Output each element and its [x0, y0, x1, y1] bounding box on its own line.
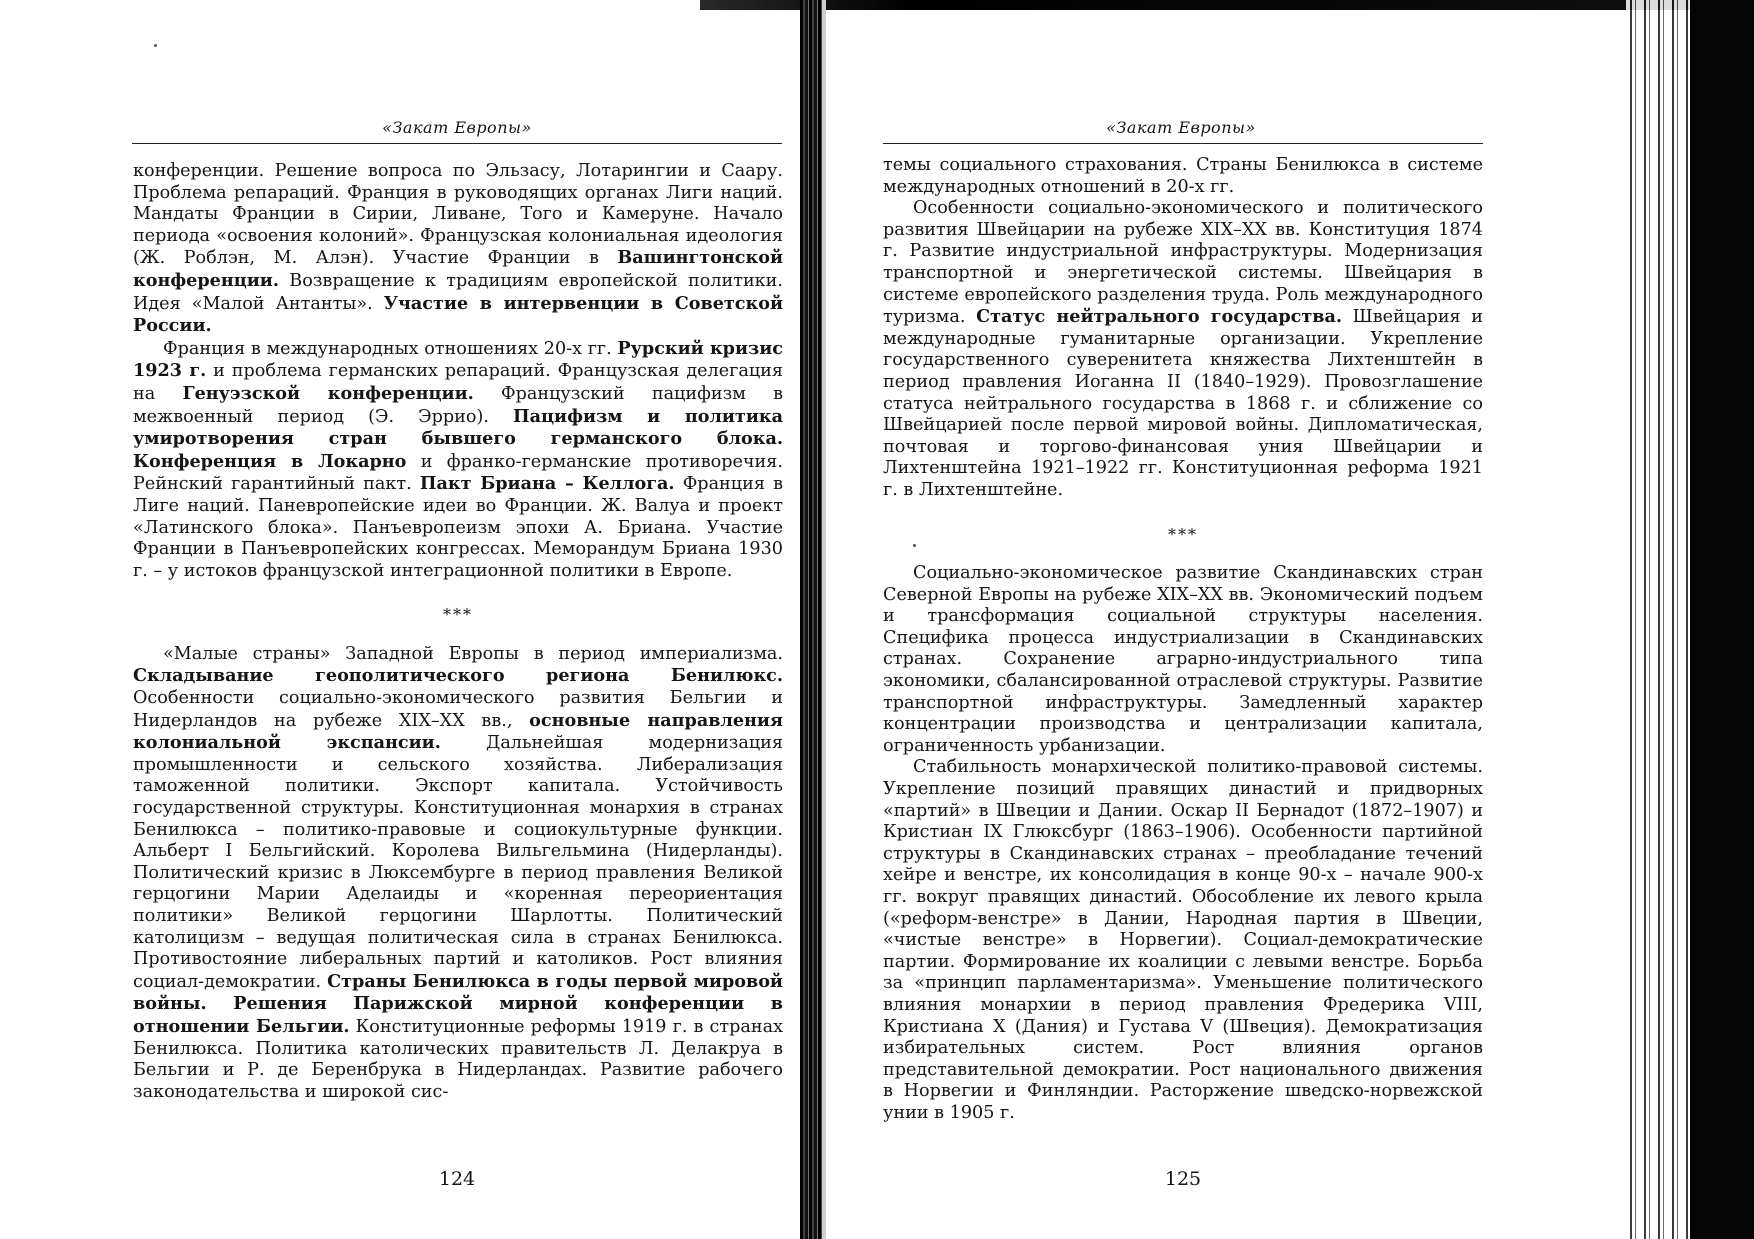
- bold-text-span: Вашингтонской конференции.: [133, 247, 783, 291]
- paragraph: [883, 563, 1483, 757]
- section-divider: ***: [1168, 524, 1198, 544]
- running-head: «Закат Европы»: [1106, 118, 1256, 137]
- page-number: 124: [438, 1168, 476, 1190]
- text-span: и проблема германских репараций. Французская делегация на: [133, 361, 783, 404]
- text-span: Франция в международных отношениях 20-х гг.: [163, 338, 618, 359]
- text-span: Дальнейшая модернизация промышленности и сельского хозяйства. Либерализация таможенной политики. Экспорт капитала. Устойчивость государственной структуры. Конституционная монархия в странах Бенилюкса – политико-правовые и социокультурные функции. Альберт I Бельгийский. Королева Вильгельмина (Нидерланды). Политический кризис в Люксембурге в период правления Великой герцогини Марии Аделаиды и «коренная переориентация политики» Великой герцогини Шарлотты. Политический католицизм – ведущая политическая сила в странах Бенилюкса. Противостояние либеральных партий и католиков. Рост влияния социал-демократии.: [133, 733, 783, 992]
- text-span: Франция в Лиге наций. Паневропейские идеи во Франции. Ж. Валуа и проект «Латинского блока». Панъевропеизм эпохи А. Бриана. Участие Франции в Панъевропейских конгрессах. Меморандум Бриана 1930 г. – у истоков французской интеграционной политики в Европе.: [133, 474, 783, 581]
- bold-text-span: Генуэзской конференции.: [182, 382, 474, 404]
- bold-text-span: Пацифизм и политика умиротворения стран бывшего германского блока. Конференция в Локарно: [133, 405, 783, 472]
- bold-text-span: Пакт Бриана – Келлога.: [419, 473, 675, 495]
- page-number: 125: [1164, 1168, 1202, 1190]
- text-span: конференции. Решение вопроса по Эльзасу, Лотарингии и Саару. Проблема репараций. Франция в руководящих органах Лиги наций. Мандаты Франции в Сирии, Ливане, Того и Камеруне. Начало периода «освоения колоний». Французская колониальная идеология (Ж. Роблэн, М. Алэн). Участие Франции в: [133, 161, 783, 269]
- bold-text-span: Рурский кризис 1923 г.: [133, 337, 783, 382]
- text-span: Особенности социально-экономического и политического развития Швейцарии на рубеже XIX–XX вв. Конституция 1874 г. Развитие индустриальной инфраструктуры. Модернизация транспортной и энергетической системы. Швейцария в системе европейского разделения труда. Роль международного туризма.: [883, 198, 1483, 328]
- text-span: Конституционные реформы 1919 г. в странах Бенилюкса. Политика католических правительств Л. Делакруа в Бельгии и Р. де Беренбрука в Нидерландах. Развитие рабочего законодательства и широкой сис-: [133, 1016, 784, 1102]
- text-span: Возвращение к традициям европейской политики. Идея «Малой Антанты».: [133, 270, 783, 314]
- text-span: Социально-экономическое развитие Скандинавских стран Северной Европы на рубеже XIX–XX вв. Экономический подъем и трансформация социальной структуры населения. Специфика процесса индустриализации в Скандинавских странах. Сохранение аграрно-индустриального типа экономики, сбалансированной отраслевой структуры. Развитие транспортной инфраструктуры. Замедленный характер концентрации производства и централизации капитала, ограниченность урбанизации.: [883, 563, 1483, 756]
- text-span: Стабильность монархической политико-правовой системы. Укрепление позиций правящих династий и придворных «партий» в Швеции и Дании. Оскар II Бернадот (1872–1907) и Кристиан IX Глюксбург (1863–1906). Особенности партийной структуры в Скандинавских странах – преобладание течений хейре и венстре, их консолидация в конце 90-х – начале 900-х гг. вокруг правящих династий. Обособление их левого крыла («реформ-венстре» в Дании, Народная партия в Швеции, «чистые венстре» в Норвегии). Социал-демократические партии. Формирование их коалиции с левыми венстре. Борьба за «принцип парламентаризма». Уменьшение политического влияния монархии в период правления Фредерика VIII, Кристиана X (Дания) и Густава V (Швеция). Демократизация избирательных систем. Рост влияния органов представительной демократии. Рост национального движения в Норвегии и Финляндии. Расторжение шведско-норвежской унии в 1905 г.: [883, 757, 1483, 1123]
- right-page: [826, 0, 1626, 1239]
- page-body: [883, 155, 1483, 1125]
- left-page: [0, 0, 800, 1239]
- paragraph: [883, 155, 1483, 198]
- bold-text-span: Складывание геополитического региона Бенилюкс.: [133, 665, 783, 687]
- page-body: [133, 161, 783, 1103]
- text-span: и франко-германские противоречия. Рейнский гарантийный пакт.: [133, 451, 783, 495]
- paragraph: [133, 161, 783, 338]
- header-rule: [132, 143, 782, 144]
- header-rule: [883, 143, 1483, 144]
- scan-border-right: [1690, 0, 1754, 1239]
- section-divider: ***: [443, 605, 473, 625]
- text-span: Французский пацифизм в межвоенный период (Э. Эррио).: [133, 383, 783, 427]
- bold-text-span: Страны Бенилюкса в годы первой мировой войны. Решения Парижской мирной конференции в отношении Бельгии.: [133, 970, 783, 1037]
- bold-text-span: Статус нейтрального государства.: [976, 306, 1343, 328]
- book-spine-shadow: [800, 0, 822, 1239]
- text-span: «Малые страны» Западной Европы в период империализма.: [163, 643, 783, 664]
- text-span: Особенности социально-экономического развития Бельгии и Нидерландов на рубеже XIX–XX вв.,: [133, 688, 783, 731]
- text-span: темы социального страхования. Страны Бенилюкса в системе международных отношений в 20-х гг.: [883, 155, 1483, 197]
- paragraph: [883, 757, 1483, 1124]
- running-head: «Закат Европы»: [382, 118, 532, 137]
- paragraph: [133, 644, 783, 1103]
- text-span: Швейцария и международные гуманитарные организации. Укрепление государственного суверенитета княжества Лихтенштейн в период правления Иоганна II (1840–1929). Провозглашение статуса нейтрального государства в 1868 г. и сближение со Швейцарией после первой мировой войны. Дипломатическая, почтовая и торгово-финансовая уния Швейцарии и Лихтенштейна 1921–1922 гг. Конституционная реформа 1921 г. в Лихтенштейне.: [883, 307, 1483, 500]
- bold-text-span: основные направления колониальной экспансии.: [133, 709, 783, 754]
- bold-text-span: Участие в интервенции в Советской России.: [133, 292, 783, 337]
- paragraph: [133, 338, 783, 583]
- paragraph: [883, 198, 1483, 501]
